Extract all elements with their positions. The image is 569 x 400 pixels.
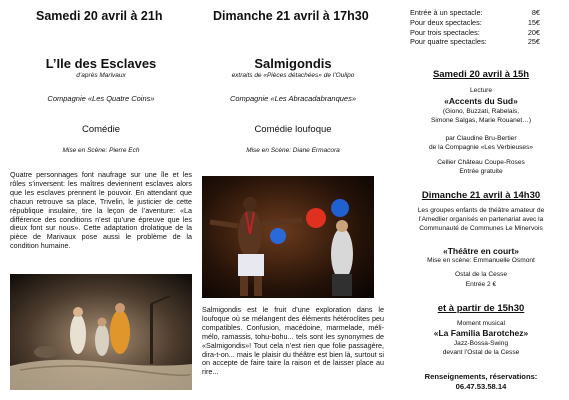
company-name: Compagnie «Les Abracadabranques» — [229, 94, 357, 103]
company-name: Compagnie «Les Quatre Coins» — [47, 94, 155, 103]
reading-authors: Simone Salgas, Marie Rouanet…) — [430, 117, 532, 124]
event-date: Samedi 20 avril à 21h — [36, 9, 163, 23]
price-label: Entrée à un spectacle: — [410, 8, 483, 17]
play-description: Quatre personnages font naufrage sur une île et les rôles s’inversent: les maîtres deviennent esclaves alors que les esclaves prennent le pouvoir. En attendant que chacun retrouve sa place, Trivelin, le justicier de cette république insulaire, tire la leçon de l’aventure: «La différence des conditions n’est qu’une épreuve que les dieux font sur nous». Cette adaptation drolatique de la pièce de Marivaux pose aussi le problème de la condition humaine. — [10, 170, 192, 251]
price-value: 25€ — [527, 37, 540, 47]
stage-photo-illustration — [202, 176, 374, 298]
music-title: «La Familia Barotchez» — [433, 328, 529, 338]
price-label: Pour trois spectacles: — [410, 27, 480, 37]
sunday-text: l’Amedlier organisés en partenariat avec la — [418, 216, 544, 223]
price-row — [410, 8, 540, 18]
late-heading: et à partir de 15h30 — [437, 303, 525, 314]
saturday-heading: Samedi 20 avril à 15h — [432, 69, 530, 80]
music-kind: Moment musical — [456, 320, 505, 327]
stage-photo-boxers — [202, 176, 374, 298]
play-author: d’après Marivaux — [76, 72, 126, 79]
sunday-venue: Ostal de la Cesse — [454, 271, 508, 278]
event-date: Dimanche 21 avril à 17h30 — [213, 9, 369, 23]
price-label: Pour deux spectacles: — [410, 17, 482, 27]
reading-authors: (Giono, Buzzati, Rabelais, — [442, 108, 520, 115]
price-row — [410, 28, 540, 38]
play-title: L’Ile des Esclaves — [45, 56, 157, 71]
sunday-text: Communauté de Communes Le Minervois — [419, 225, 543, 232]
contact-label: Renseignements, réservations: — [424, 372, 538, 381]
sunday-show-title: «Théâtre en court» — [442, 246, 520, 256]
price-value: 15€ — [527, 17, 540, 27]
sunday-text: Les groupes enfants de théâtre amateur de — [417, 207, 545, 214]
reading-price: Entrée gratuite — [459, 168, 503, 175]
play-title: Salmigondis — [254, 56, 332, 71]
music-style: Jazz-Bossa-Swing — [453, 340, 509, 347]
staging-credit: Mise en Scène: Diane Ermacora — [246, 147, 340, 154]
reading-venue: Cellier Château Coupe-Roses — [437, 159, 525, 166]
play-genre: Comédie loufoque — [254, 124, 332, 135]
play-description: Salmigondis est le fruit d’une exploration dans le loufoque où se mélangent des éléments hétéroclites peu compatibles. Confusion, macédoine, marmelade, méli-mélo, ramassis, tohu-bohu... tels sont les synonymes de «Salmigondis»! Tout cela n’est rien que folie passagère, dira-t-on... mais le plaisir du théâtre est bien là, surtout si on accepte de faire taire la raison et de laisser place au rire... — [202, 305, 384, 377]
stage-photo-slaves — [10, 274, 192, 390]
play-author: extraits de «Pièces détachées» de l’Oulipo — [231, 72, 355, 79]
price-value: 20€ — [527, 27, 540, 37]
staging-credit: Mise en Scène: Pierre Ech — [62, 147, 140, 154]
stage-photo-illustration — [10, 274, 192, 390]
sunday-price: Entrée 2 € — [465, 281, 497, 288]
price-label: Pour quatre spectacles: — [410, 37, 487, 47]
price-list — [410, 8, 540, 47]
reading-kind: Lecture — [470, 87, 492, 94]
price-row — [410, 37, 540, 47]
reading-title: «Accents du Sud» — [444, 96, 518, 106]
contact-phone: 06.47.53.58.14 — [455, 382, 507, 391]
reading-company: de la Compagnie «Les Verbieuses» — [428, 144, 534, 151]
sunday-heading: Dimanche 21 avril à 14h30 — [421, 190, 541, 201]
price-row — [410, 18, 540, 28]
play-genre: Comédie — [81, 124, 121, 135]
price-value: 8€ — [531, 8, 540, 17]
music-venue: devant l’Ostal de la Cesse — [442, 349, 520, 356]
reading-performer: par Claudine Bru-Bertier — [445, 135, 517, 142]
sunday-staging: Mise en scène: Emmanuelle Osmont — [427, 257, 535, 264]
